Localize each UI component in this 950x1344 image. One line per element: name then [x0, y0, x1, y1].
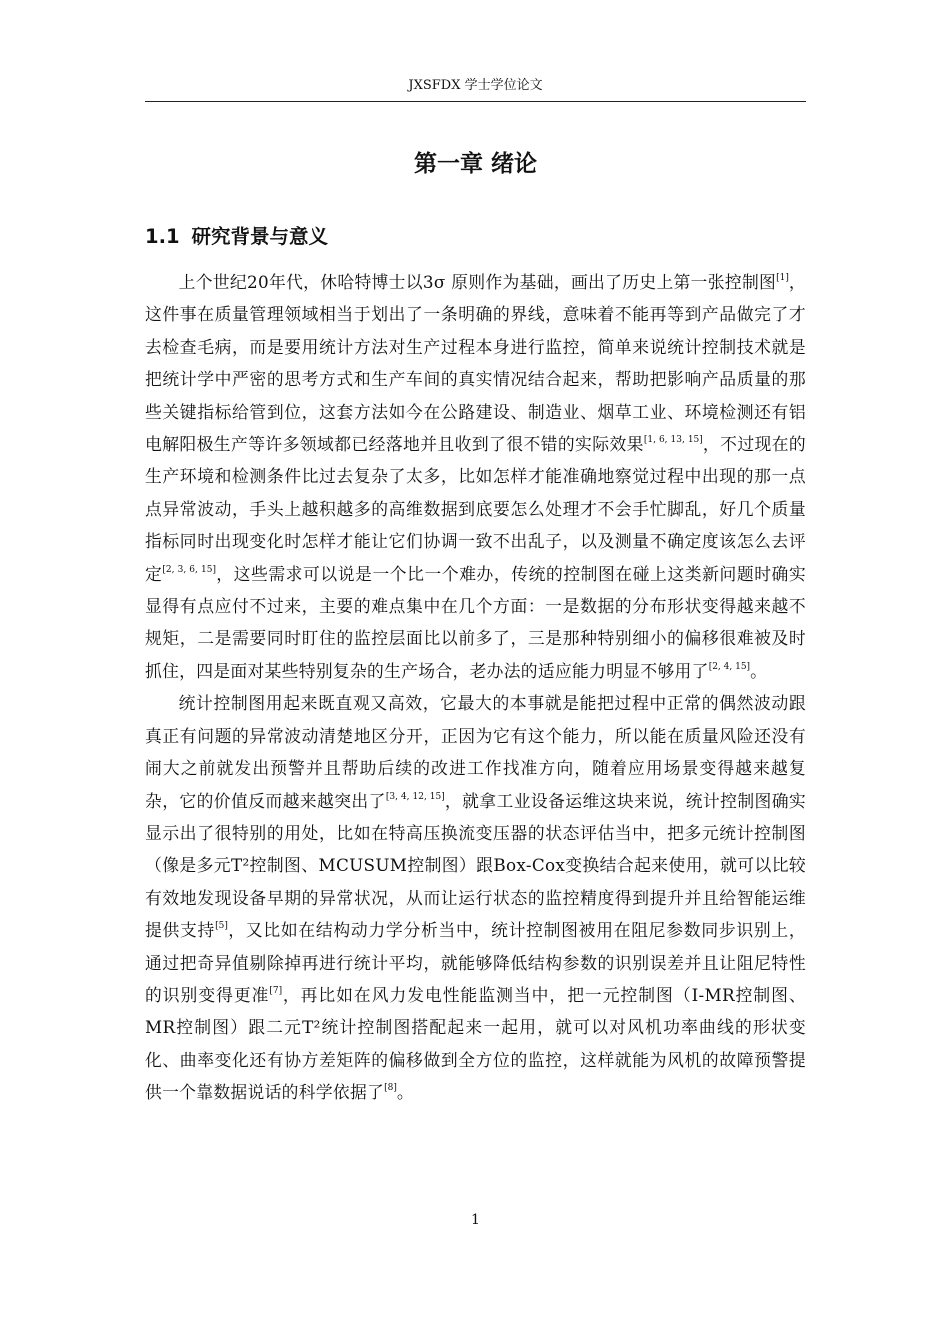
header-title: JXSFDX 学士学位论文 — [408, 78, 543, 93]
text-run: ，再比如在风力发电性能监测当中，把一元控制图（I-MR控制图、MR控制图）跟二元T²统计控制图搭配起来一起用，就可以对风机功率曲线的形状变化、曲率变化还有协方差矩阵的偏移做到全方位的监控，这样就能为风机的故障预警提供一个靠数据说话的科学依据了 — [145, 984, 806, 1103]
text-run: ，又比如在结构动力学分析当中，统计控制图被用在阻尼参数同步识别上，通过把奇异值剔除掉再进行统计平均，就能够降低结构参数的识别误差并且让阻尼特性的识别变得更准 — [145, 920, 807, 1005]
header-rule — [145, 101, 806, 102]
page-number: 1 — [471, 1212, 480, 1228]
text-run: 。 — [750, 660, 768, 681]
section-title: 研究背景与意义 — [191, 225, 329, 248]
citation-ref: [8] — [384, 1083, 397, 1094]
citation-ref: [2, 4, 15] — [708, 661, 751, 672]
text-run: 上个世纪20年代，休哈特博士以3σ 原则作为基础，画出了历史上第一张控制图 — [178, 272, 777, 292]
paragraph — [145, 266, 806, 687]
citation-ref: [1, 6, 13, 15] — [643, 435, 703, 446]
text-run: ，这件事在质量管理领域相当于划出了一条明确的界线，意味着不能再等到产品做完了才去检查毛病，而是要用统计方法对生产过程本身进行监控，简单来说统计控制技术就是把统计学中严密的思考方式和生产车间的真实情况结合起来，帮助把影响产品质量的那些关键指标给管到位，这套方法如今在公路建设、制造业、烟草工业、环境检测还有铝电解阳极生产等许多领域都已经落地并且收到了很不错的实际效果 — [145, 272, 806, 455]
citation-ref: [7] — [269, 985, 283, 996]
body-text — [145, 266, 806, 1109]
citation-ref: [1] — [776, 273, 789, 283]
paragraph — [145, 687, 806, 1108]
text-run: ，不过现在的生产环境和检测条件比过去复杂了太多，比如怎样才能准确地察觉过程中出现的那一点点异常波动，手头上越积越多的高维数据到底要怎么处理才不会手忙脚乱，好几个质量指标同时出现变化时怎样才能让它们协调一致不出乱子，以及测量不确定度该怎么去评定 — [145, 434, 807, 584]
citation-ref: [5] — [215, 921, 228, 932]
section-heading — [145, 221, 806, 253]
page-header — [145, 76, 806, 100]
section-number: 1.1 — [145, 225, 180, 248]
text-run: 。 — [396, 1082, 414, 1103]
citation-ref: [2, 3, 6, 15] — [162, 564, 216, 575]
text-run: 统计控制图用起来既直观又高效，它最大的本事就是能把过程中正常的偶然波动跟真正有问题的异常波动清楚地区分开，正因为它有这个能力，所以能在质量风险还没有闹大之前就发出预警并且帮助后续的改进工作找准方向，随着应用场景变得越来越复杂，它的价值反而越来越突出了 — [145, 693, 806, 811]
text-run: ，就拿工业设备运维这块来说，统计控制图确实显示出了很特别的用处，比如在特高压换流变压器的状态评估当中，把多元统计控制图（像是多元T²控制图、MCUSUM控制图）跟Box-Cox变换结合起来使用，就可以比较有效地发现设备早期的异常状况，从而让运行状态的监控精度得到提升并且给智能运维提供支持 — [145, 790, 807, 941]
text-run: ，这些需求可以说是一个比一个难办，传统的控制图在碰上这类新问题时确实显得有点应付不过来，主要的难点集中在几个方面：一是数据的分布形状变得越来越不规矩，二是需要同时盯住的监控层面比以前多了，三是那种特别细小的偏移很难被及时抓住，四是面对某些特别复杂的生产场合，老办法的适应能力明显不够用了 — [145, 563, 806, 681]
chapter-title: 第一章 绪论 — [413, 151, 537, 177]
citation-ref: [3, 4, 12, 15] — [385, 791, 445, 802]
